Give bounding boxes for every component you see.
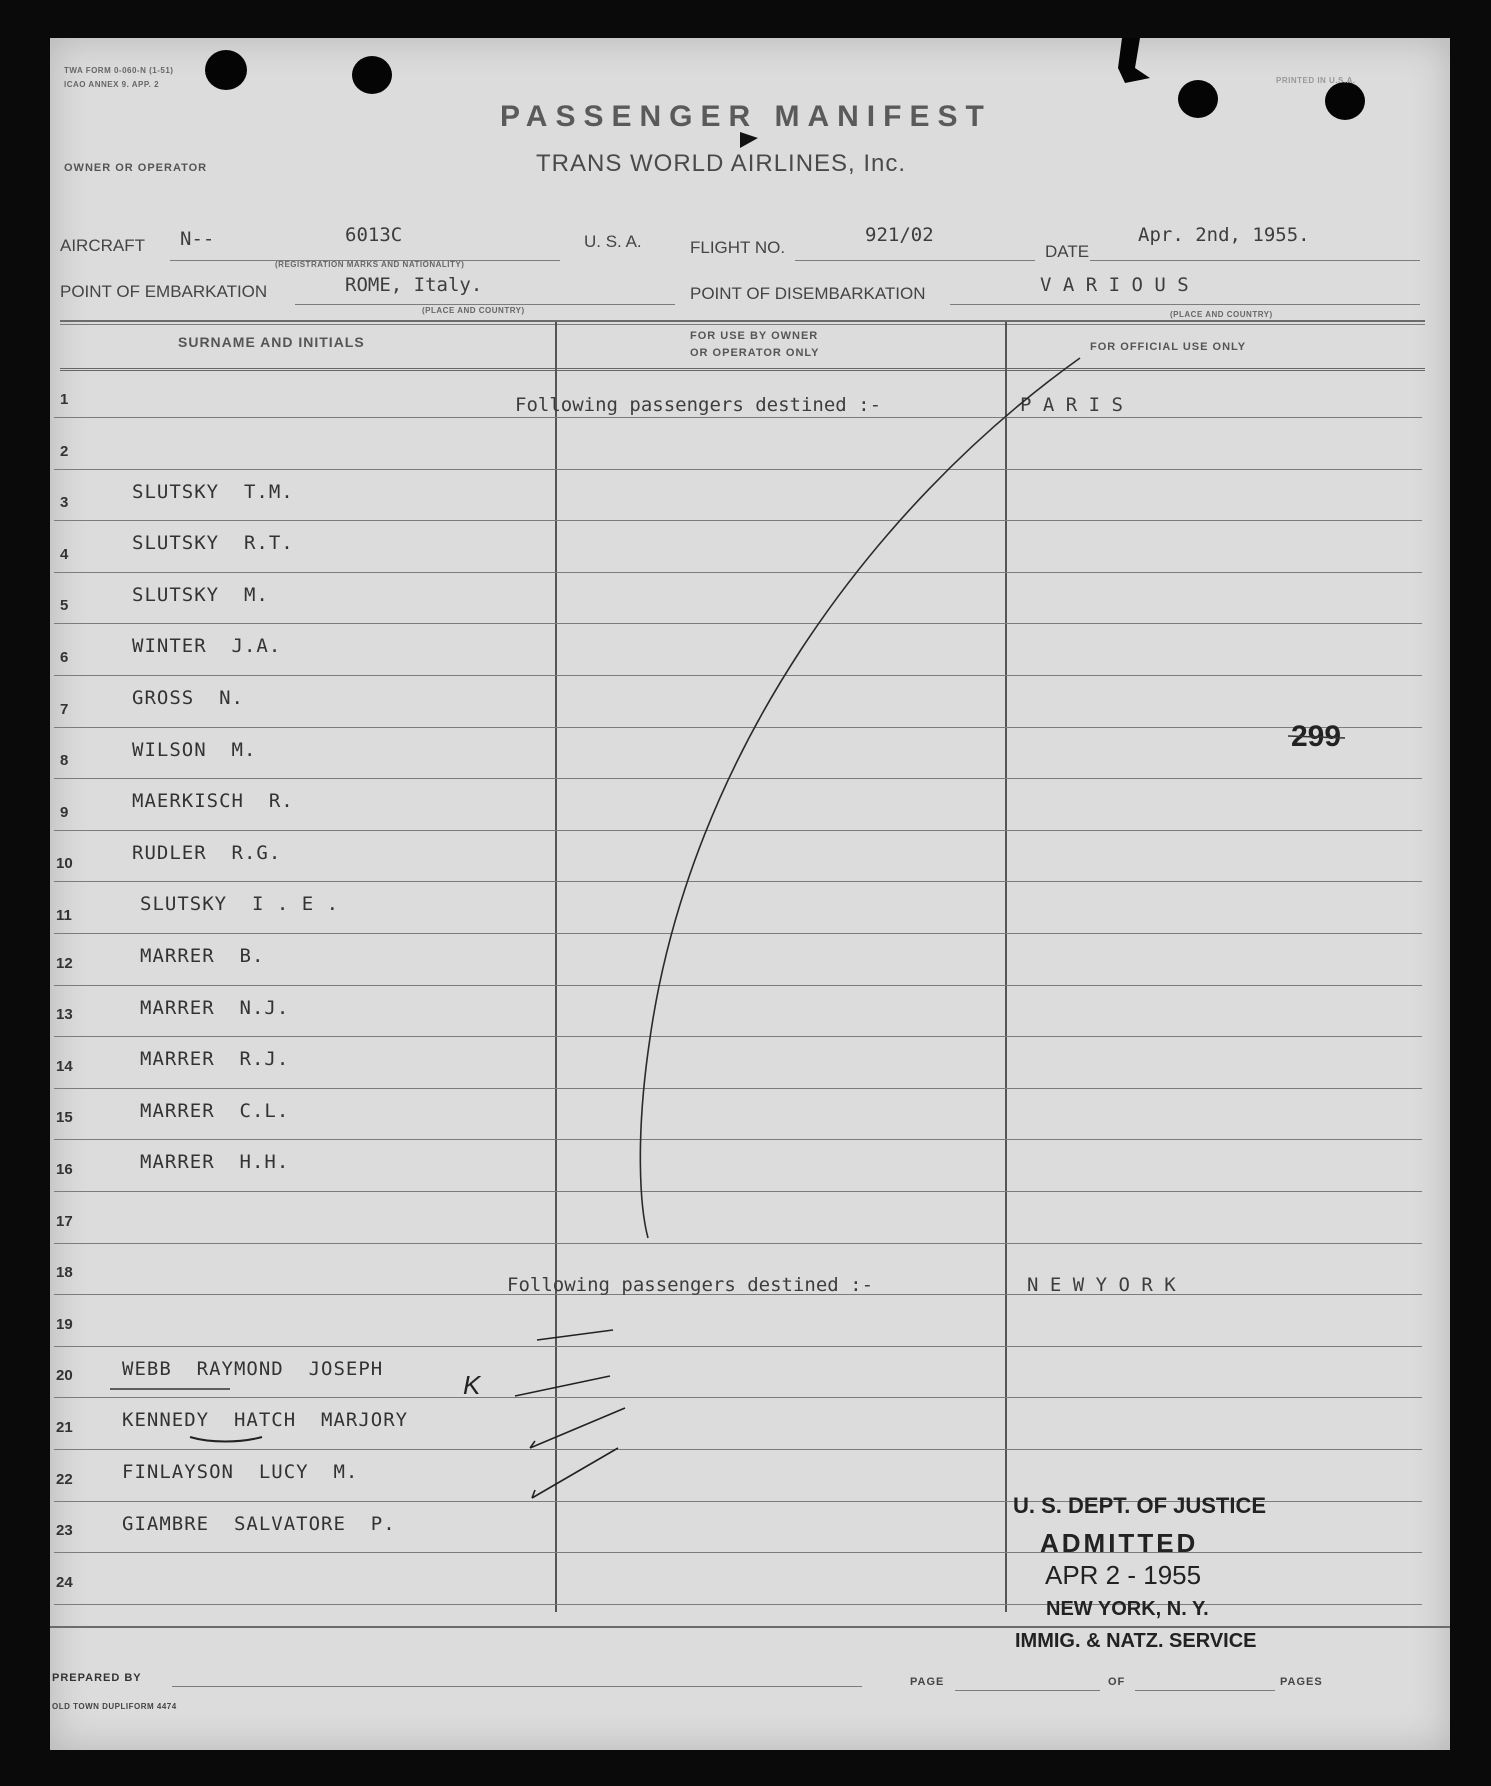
row-number: 22 (56, 1470, 73, 1488)
icao-annex: ICAO ANNEX 9. APP. 2 (64, 80, 160, 89)
printed-in-usa: PRINTED IN U.S.A. (1276, 76, 1356, 85)
column-header-owner-2: OR OPERATOR ONLY (690, 347, 820, 359)
passenger-name: MAERKISCH R. (132, 790, 294, 813)
passenger-name: WINTER J.A. (132, 635, 282, 658)
destination-note-new-york: Following passengers destined :- (507, 1274, 874, 1296)
passenger-name: FINLAYSON LUCY M. (122, 1461, 359, 1483)
row-number: 5 (60, 597, 69, 615)
row-number: 24 (56, 1573, 73, 1591)
stamp-date: APR 2 - 1955 (1045, 1560, 1202, 1590)
date-label: DATE (1045, 242, 1090, 261)
row-number: 17 (56, 1212, 73, 1230)
passenger-name: WILSON M. (132, 738, 257, 761)
passenger-name: SLUTSKY R.T. (132, 532, 294, 555)
page-label: PAGE (910, 1676, 945, 1688)
stamp-admitted: ADMITTED (1040, 1528, 1199, 1558)
passenger-name: MARRER N.J. (140, 996, 290, 1019)
passenger-name: KENNEDY HATCH MARJORY (122, 1409, 409, 1432)
row-number: 23 (56, 1522, 73, 1540)
embarkation-label: POINT OF EMBARKATION (60, 282, 268, 301)
destination-new-york: N E W Y O R K (1027, 1274, 1176, 1296)
destination-paris: P A R I S (1020, 394, 1123, 416)
passenger-name: MARRER C.L. (140, 1099, 290, 1122)
place-note: (PLACE AND COUNTRY) (422, 306, 525, 315)
passenger-name: MARRER B. (140, 945, 265, 967)
passenger-name: GIAMBRE SALVATORE P. (122, 1512, 396, 1535)
row-number: 12 (56, 954, 73, 972)
row-number: 7 (60, 700, 69, 718)
place-note-2: (PLACE AND COUNTRY) (1170, 310, 1273, 319)
row-number: 18 (56, 1264, 73, 1282)
handwritten-k: K (463, 1370, 481, 1400)
registration-note: (REGISTRATION MARKS AND NATIONALITY) (275, 260, 465, 269)
row-number: 1 (60, 391, 69, 408)
stamp-service: IMMIG. & NATZ. SERVICE (1015, 1630, 1257, 1652)
passenger-name: GROSS N. (132, 687, 244, 709)
airline-name: TRANS WORLD AIRLINES, Inc. (536, 150, 907, 177)
passenger-name: SLUTSKY I . E . (140, 893, 340, 916)
passenger-name: SLUTSKY T.M. (132, 480, 294, 503)
pages-label: PAGES (1280, 1676, 1323, 1688)
passenger-name: MARRER R.J. (140, 1048, 290, 1071)
handwritten-number: 299 (1291, 720, 1342, 753)
row-number: 2 (60, 442, 69, 460)
row-number: 15 (56, 1109, 73, 1127)
disembarkation-label: POINT OF DISEMBARKATION (690, 284, 926, 303)
of-label: OF (1108, 1676, 1126, 1688)
embarkation-place: ROME, Italy. (345, 274, 483, 296)
column-header-official: FOR OFFICIAL USE ONLY (1090, 341, 1247, 353)
aircraft-prefix: N-- (180, 228, 215, 250)
row-number: 3 (60, 494, 69, 512)
stamp-location: NEW YORK, N. Y. (1046, 1598, 1209, 1620)
row-number: 9 (60, 803, 69, 821)
flight-no-label: FLIGHT NO. (690, 238, 786, 257)
row-number: 11 (56, 907, 72, 924)
row-number: 21 (56, 1419, 73, 1436)
row-number: 13 (56, 1006, 73, 1024)
prepared-by-label: PREPARED BY (52, 1672, 142, 1684)
row-number: 14 (56, 1057, 73, 1075)
passenger-name: WEBB RAYMOND JOSEPH (122, 1357, 384, 1380)
destination-note-paris: Following passengers destined :- (515, 394, 882, 416)
flight-date: Apr. 2nd, 1955. (1138, 224, 1310, 246)
flight-number: 921/02 (865, 224, 934, 246)
passenger-name: SLUTSKY M. (132, 583, 269, 606)
nationality: U. S. A. (584, 232, 642, 251)
form-number: TWA FORM 0-060-N (1-51) (64, 66, 174, 75)
stamp-dept: U. S. DEPT. OF JUSTICE (1013, 1493, 1267, 1518)
row-number: 16 (56, 1161, 73, 1178)
row-number: 8 (60, 752, 69, 770)
row-number: 10 (56, 855, 73, 873)
row-number: 4 (60, 545, 69, 563)
passenger-name: MARRER H.H. (140, 1151, 290, 1174)
aircraft-label: AIRCRAFT (60, 236, 145, 255)
passenger-name: RUDLER R.G. (132, 841, 282, 864)
row-number: 19 (56, 1315, 73, 1333)
row-number: 6 (60, 649, 69, 666)
owner-operator-label: OWNER OR OPERATOR (64, 162, 208, 174)
page-title: PASSENGER MANIFEST (500, 100, 992, 133)
manifest-document (50, 38, 1450, 1750)
disembarkation-place: V A R I O U S (1040, 274, 1189, 296)
aircraft-number: 6013C (345, 224, 403, 246)
row-number: 20 (56, 1367, 73, 1385)
printer-imprint: OLD TOWN DUPLIFORM 4474 (52, 1702, 177, 1711)
column-header-owner-1: FOR USE BY OWNER (690, 330, 819, 342)
column-header-surname: SURNAME AND INITIALS (178, 334, 365, 350)
